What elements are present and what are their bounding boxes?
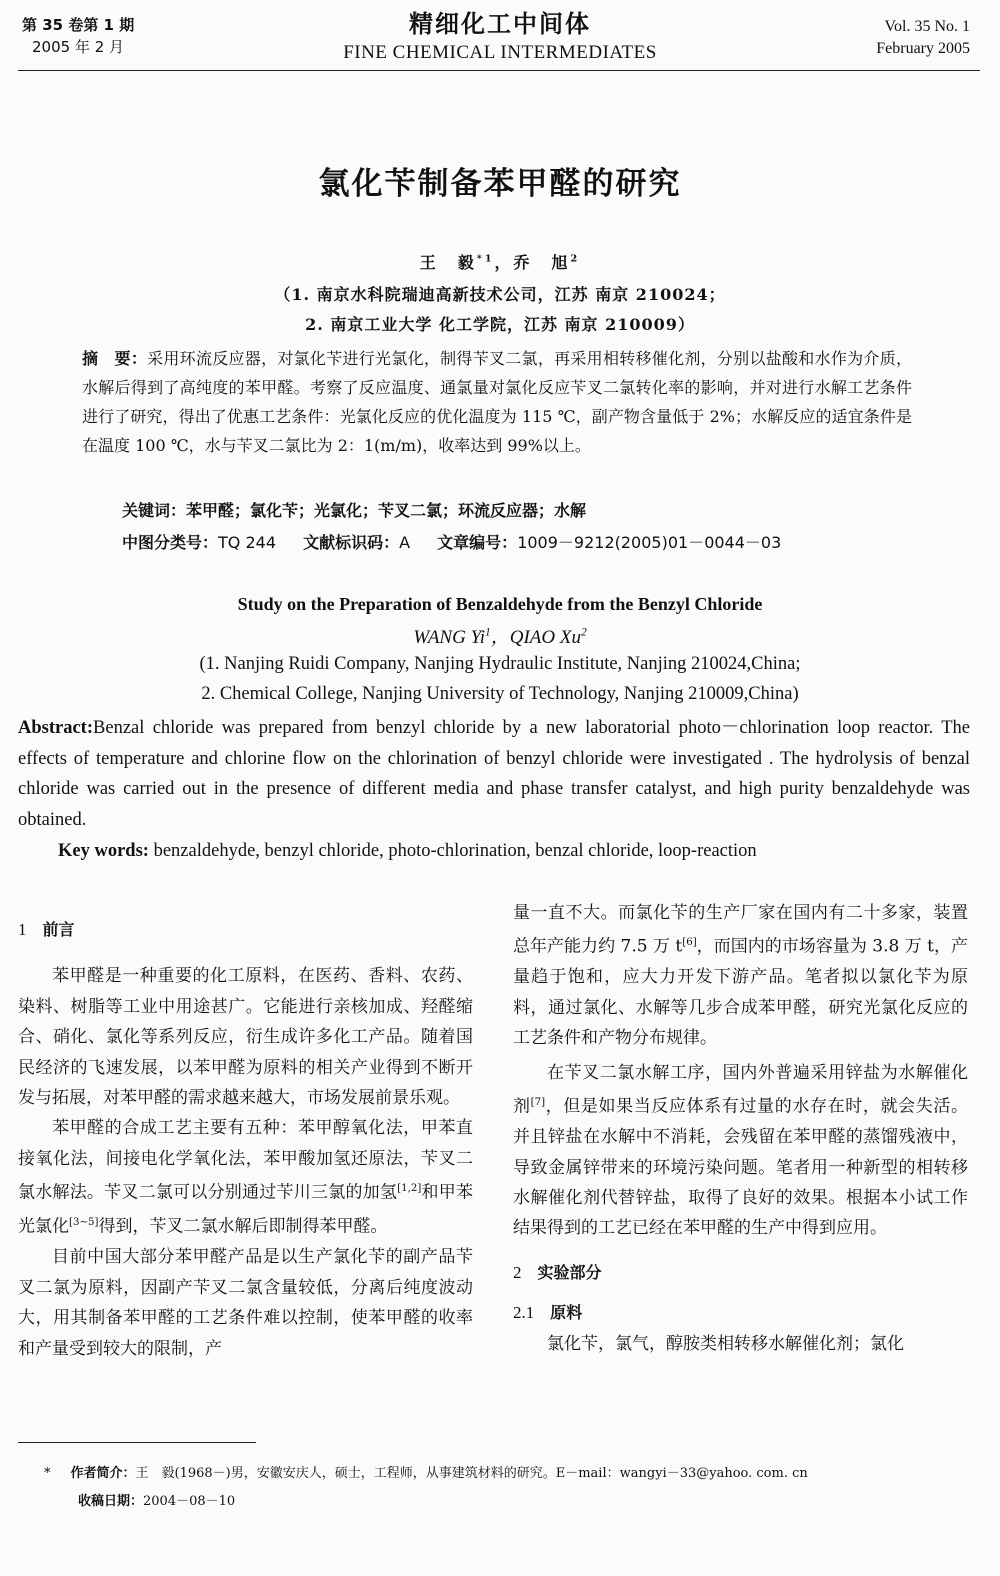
section-2-1-number: 2.1 (513, 1303, 535, 1323)
issue-date: 2005 年 2 月 (32, 38, 125, 56)
paragraph-5-text-b: ，但是如果当反应体系有过量的水存在时，就会失活。并且锌盐在水解中不消耗，会残留在苯甲醛的蒸馏残液中，导致金属锌带来的环境污染问题。笔者用一种新型的相转移水解催化剂代替锌盐，取得了良好的效果。根据本小试工作结果得到的工艺已经在苯甲醛的生产中得到应用。 (513, 1096, 969, 1239)
paragraph-5 (513, 1058, 968, 1244)
classification-line (122, 530, 781, 553)
doc-code-label: 文献标识码： (303, 533, 400, 552)
keywords-cn (122, 498, 586, 521)
keywords-en-label: Key words: (58, 841, 149, 861)
footnote-date-text: 2004－08－10 (143, 1494, 236, 1509)
footnote-marker: * (44, 1466, 51, 1481)
footnote-author-text: 王 毅(1968－)男，安徽安庆人，硕士，工程师，从事建筑材料的研究。E－mail：wangyi－33@yahoo. com. cn (135, 1466, 808, 1481)
footnote-date-label: 收稿日期： (78, 1494, 144, 1509)
keywords-en-text: benzaldehyde, benzyl chloride, photo-chlorination, benzal chloride, loop-reaction (153, 841, 757, 861)
abstract-en (18, 713, 970, 835)
journal-name-en: FINE CHEMICAL INTERMEDIATES (343, 42, 657, 63)
paragraph-4-text-a: 量一直不大。而氯化苄的生产厂家在国内有二十多家，装置总年产能力约 7.5 万 t (513, 903, 968, 958)
volume-issue: 第 35 卷第 1 期 (22, 16, 135, 34)
keywords-cn-text: 苯甲醛；氯化苄；光氯化；苄叉二氯；环流反应器；水解 (186, 501, 587, 520)
author-1-mark: *1 (476, 253, 495, 265)
author-1-en: WANG Yi (413, 627, 486, 648)
paper-title-cn: 氯化苄制备苯甲醛的研究 (318, 166, 682, 202)
footnote-date (44, 1488, 808, 1516)
section-1-heading (18, 915, 473, 945)
keywords-en (58, 841, 757, 862)
author-1-en-mark: 1 (485, 626, 491, 639)
doc-code-value: A (399, 533, 411, 552)
author-2-cn: ，乔 旭 (494, 253, 571, 272)
author-2-mark: 2 (570, 253, 581, 265)
article-no-value: 1009－9212(2005)01－0044－03 (517, 533, 782, 552)
keywords-cn-label: 关键词： (122, 501, 187, 520)
journal-name (0, 8, 1000, 66)
section-2-title: 实验部分 (537, 1262, 602, 1282)
section-2-1-title: 原料 (550, 1303, 583, 1323)
citation-3-5: [3~5] (69, 1217, 99, 1229)
section-2-1-heading (513, 1298, 968, 1328)
section-1-number: 1 (18, 920, 27, 939)
body-column-left (18, 915, 473, 1364)
authors-en (0, 622, 1000, 649)
citation-1-2: [1,2] (397, 1183, 422, 1195)
paragraph-2-text-c: 得到，苄叉二氯水解后即制得苯甲醛。 (98, 1216, 388, 1237)
abstract-en-label: Abstract: (18, 718, 94, 738)
issue-date-en: February 2005 (876, 40, 970, 57)
citation-7: [7] (530, 1097, 546, 1109)
affiliation-cn-1: （1. 南京水科院瑞迪高新技术公司，江苏 南京 210024； (274, 285, 726, 304)
paragraph-4 (513, 898, 968, 1054)
paragraph-5-text-a: 在苄叉二氯水解工序，国内外普遍采用锌盐为水解催化剂 (513, 1062, 968, 1117)
clc-value: TQ 244 (218, 533, 277, 552)
abstract-cn-label: 摘 要： (82, 349, 148, 368)
paragraph-4-text-b: ，而国内的市场容量为 3.8 万 t，产量趋于饱和，应大力开发下游产品。笔者拟以氯化苄为原料，通过氯化、水解等几步合成苯甲醛，研究光氯化反应的工艺条件和产物分布规律。 (513, 937, 968, 1049)
section-2-number: 2 (513, 1262, 522, 1282)
abstract-cn (82, 344, 912, 460)
section-2-heading (513, 1258, 968, 1288)
paragraph-2 (18, 1113, 473, 1242)
footnote-author-label: 作者简介： (70, 1466, 136, 1481)
abstract-cn-text: 采用环流反应器，对氯化苄进行光氯化，制得苄叉二氯，再采用相转移催化剂，分别以盐酸和水作为介质，水解后得到了高纯度的苯甲醛。考察了反应温度、通氯量对氯化反应苄叉二氯转化率的影响，并对进行水解工艺条件进行了研究，得出了优惠工艺条件：光氯化反应的优化温度为 115 ℃，副产物含量低于 2%；水解反应的适宜条件是在温度 100 ℃，水与苄叉二氯比为 2：1(m/m)，收率达到 99%以上。 (82, 349, 912, 455)
footnote-divider (18, 1442, 256, 1443)
paragraph-3: 目前中国大部分苯甲醛产品是以生产氯化苄的副产品苄叉二氯为原料，因副产苄叉二氯含量较低，分离后纯度波动大，用其制备苯甲醛的工艺条件难以控制，使苯甲醛的收率和产量受到较大的限制，产 (18, 1247, 473, 1359)
citation-6: [6] (682, 937, 697, 949)
author-1-cn: 王 毅 (419, 253, 477, 272)
affiliation-en-2: 2. Chemical College, Nanjing University of Technology, Nanjing 210009,China) (201, 684, 799, 704)
volume-issue-en: Vol. 35 No. 1 (884, 18, 970, 35)
affiliation-cn-2: 2. 南京工业大学 化工学院，江苏 南京 210009） (305, 315, 695, 334)
author-2-en: ，QIAO Xu (490, 627, 581, 648)
footnote-author (44, 1460, 808, 1488)
issue-info-en (876, 16, 970, 60)
paragraph-2-text-a: 苯甲醛的合成工艺主要有五种：苯甲醇氧化法，甲苯直接氧化法，间接电化学氧化法，苯甲酸加氢还原法，苄叉二氯水解法。苄叉二氯可以分别通过苄川三氯的加氢 (18, 1118, 473, 1203)
article-no-label: 文章编号： (437, 533, 518, 552)
abstract-en-text: Benzal chloride was prepared from benzyl chloride by a new laboratorial photo－chlorination loop reactor. The effects of temperature and chlorine flow on the chlorination of benzyl chloride were investigated . The hydrolysis of benzal chloride was carried out in the presence of different media and phase transfer catalyst, and high purity benzaldehyde was obtained. (18, 718, 970, 830)
paragraph-1: 苯甲醛是一种重要的化工原料，在医药、香料、农药、染料、树脂等工业中用途甚广。它能进行亲核加成、羟醛缩合、硝化、氯化等系列反应，衍生成许多化工产品。随着国民经济的飞速发展，以苯甲醛为原料的相关产业得到不断开发与拓展，对苯甲醛的需求越来越大，市场发展前景乐观。 (18, 966, 473, 1109)
journal-name-cn: 精细化工中间体 (409, 10, 591, 38)
header-divider (18, 70, 980, 71)
author-2-en-mark: 2 (580, 626, 587, 639)
paragraph-6: 氯化苄，氯气，醇胺类相转移水解催化剂；氯化 (547, 1333, 904, 1354)
affiliation-en-1: (1. Nanjing Ruidi Company, Nanjing Hydraulic Institute, Nanjing 210024,China; (199, 654, 801, 674)
paragraph-2-text-b: 和甲苯光氯化 (18, 1182, 474, 1237)
paper-title-en: Study on the Preparation of Benzaldehyde from the Benzyl Chloride (237, 594, 763, 614)
footnote (44, 1460, 808, 1516)
body-column-right (513, 898, 968, 1359)
clc-label: 中图分类号： (122, 533, 219, 552)
section-1-title: 前言 (42, 920, 75, 939)
authors-cn (0, 250, 1000, 273)
